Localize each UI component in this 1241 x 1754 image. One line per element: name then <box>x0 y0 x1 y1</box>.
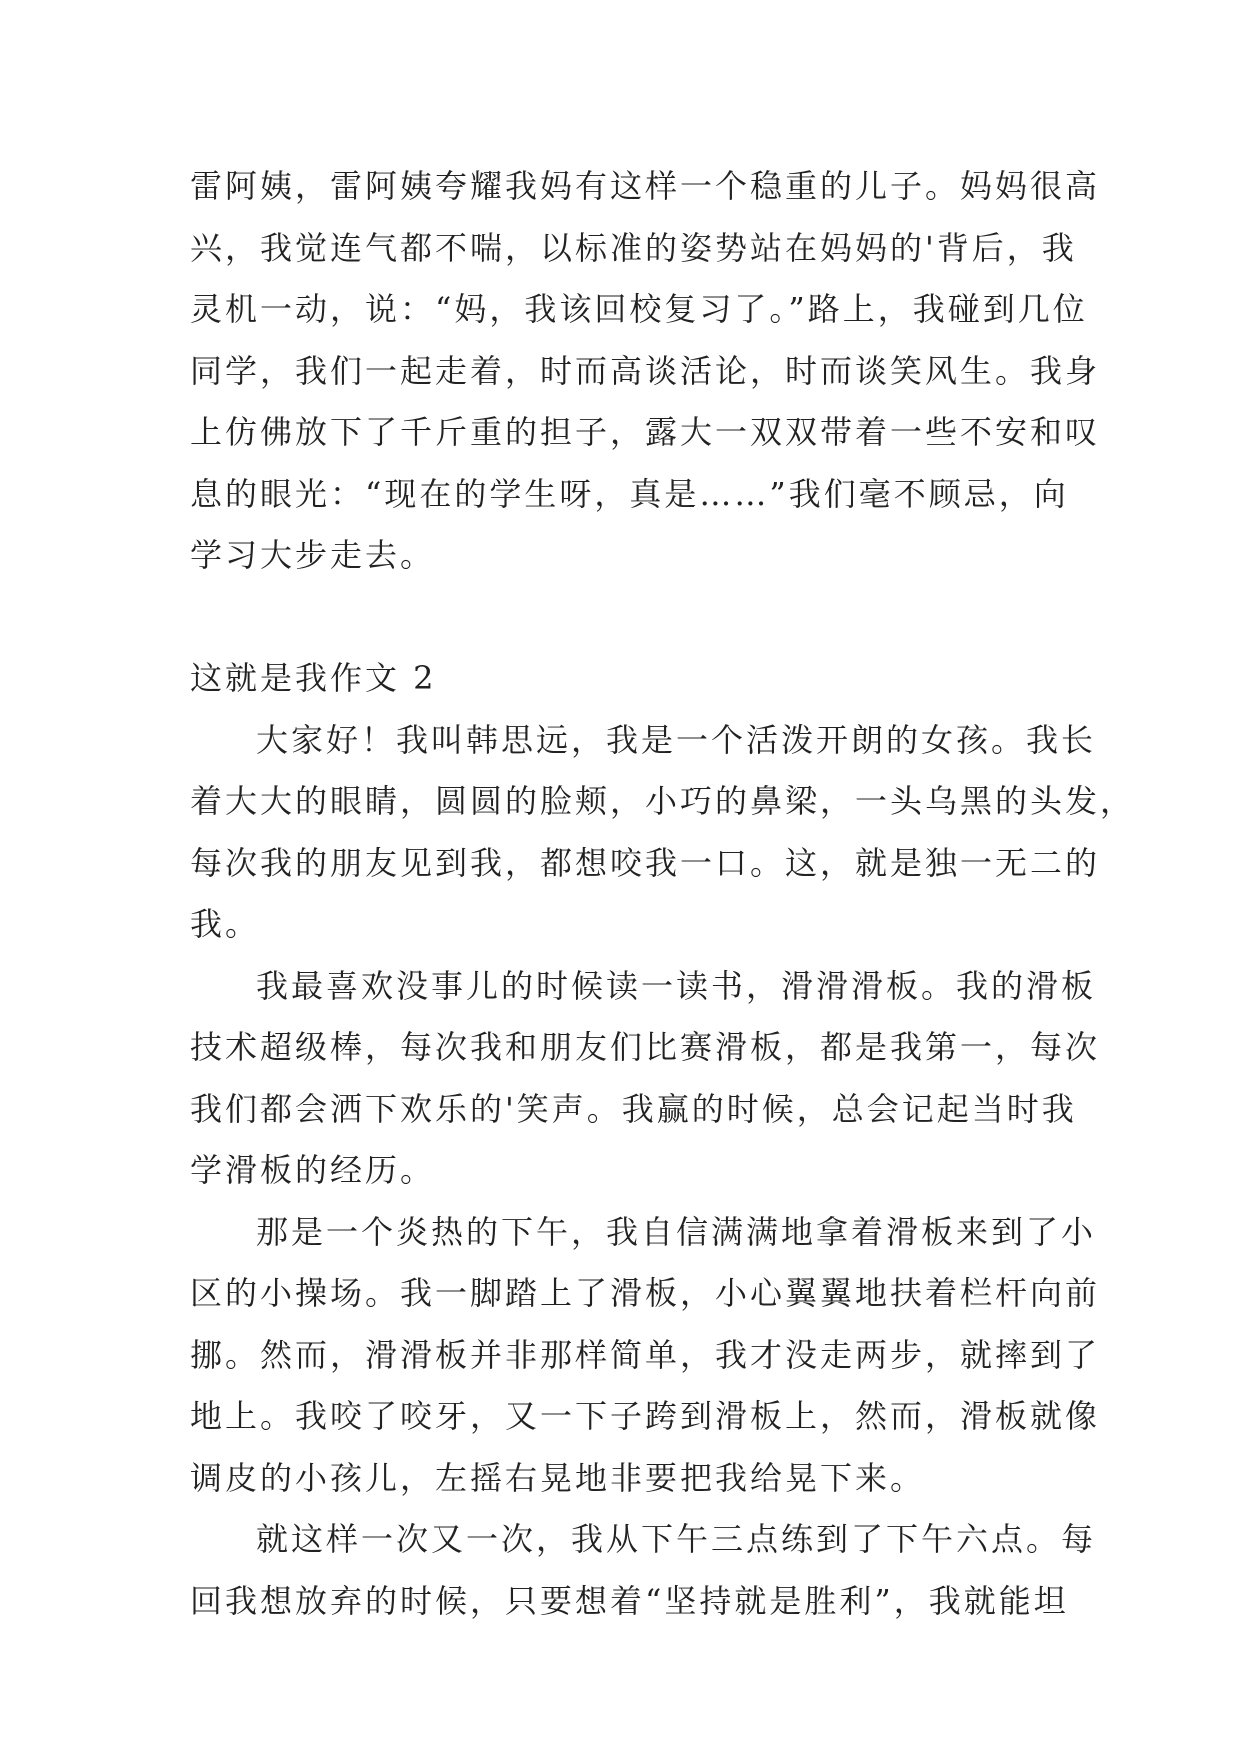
section-spacer <box>190 587 1052 649</box>
text-line: 技术超级棒，每次我和朋友们比赛滑板，都是我第一，每次 <box>190 1028 1101 1066</box>
text-line: 灵机一动，说：“妈，我该回校复习了。”路上，我碰到几位 <box>190 290 1088 328</box>
text-line: 我们都会洒下欢乐的'笑声。我赢的时候，总会记起当时我 <box>190 1089 1077 1128</box>
text-line: 学习大步走去。 <box>190 536 436 574</box>
document-body <box>190 156 1136 1632</box>
text-line: 就这样一次又一次，我从下午三点练到了下午六点。每 <box>256 1520 1097 1558</box>
text-line: 学滑板的经历。 <box>190 1151 436 1189</box>
text-line: 兴，我觉连气都不喘，以标准的姿势站在妈妈的'背后，我 <box>190 228 1077 267</box>
text-line: 地上。我咬了咬牙，又一下子跨到滑板上，然而，滑板就像 <box>190 1397 1101 1435</box>
text-line: 挪。然而，滑滑板并非那样简单，我才没走两步，就摔到了 <box>190 1335 1101 1374</box>
text-line: 我最喜欢没事儿的时候读一读书，滑滑滑板。我的滑板 <box>256 966 1097 1005</box>
text-line: 雷阿姨，雷阿姨夸耀我妈有这样一个稳重的儿子。妈妈很高 <box>190 167 1101 205</box>
paragraph-hobby <box>190 956 1101 1202</box>
text-line: 调皮的小孩儿，左摇右晃地非要把我给晃下来。 <box>190 1458 926 1497</box>
text-line: 我。 <box>190 905 261 943</box>
text-line: 大家好！我叫韩思远，我是一个活泼开朗的女孩。我长 <box>256 720 1097 759</box>
text-line: 息的眼光：“现在的学生呀，真是……”我们毫不顾忌，向 <box>190 474 1069 513</box>
text-line: 每次我的朋友见到我，都想咬我一口。这，就是独一无二的 <box>190 843 1101 882</box>
paragraph-continued <box>190 156 1101 587</box>
paragraph-story <box>190 1202 1101 1510</box>
paragraph-intro <box>190 710 1136 956</box>
text-line: 回我想放弃的时候，只要想着“坚持就是胜利”，我就能坦 <box>190 1581 1069 1620</box>
text-line: 那是一个炎热的下午，我自信满满地拿着滑板来到了小 <box>256 1212 1097 1251</box>
paragraph-practice <box>190 1509 1097 1632</box>
text-line: 区的小操场。我一脚踏上了滑板，小心翼翼地扶着栏杆向前 <box>190 1274 1101 1312</box>
text-line: 上仿佛放下了千斤重的担子，露大一双双带着一些不安和叹 <box>190 413 1101 451</box>
text-line: 同学，我们一起走着，时而高谈活论，时而谈笑风生。我身 <box>190 351 1101 390</box>
text-line: 着大大的眼睛，圆圆的脸颊，小巧的鼻梁，一头乌黑的头发， <box>190 782 1136 820</box>
essay-title: 这就是我作文 2 <box>190 659 437 697</box>
